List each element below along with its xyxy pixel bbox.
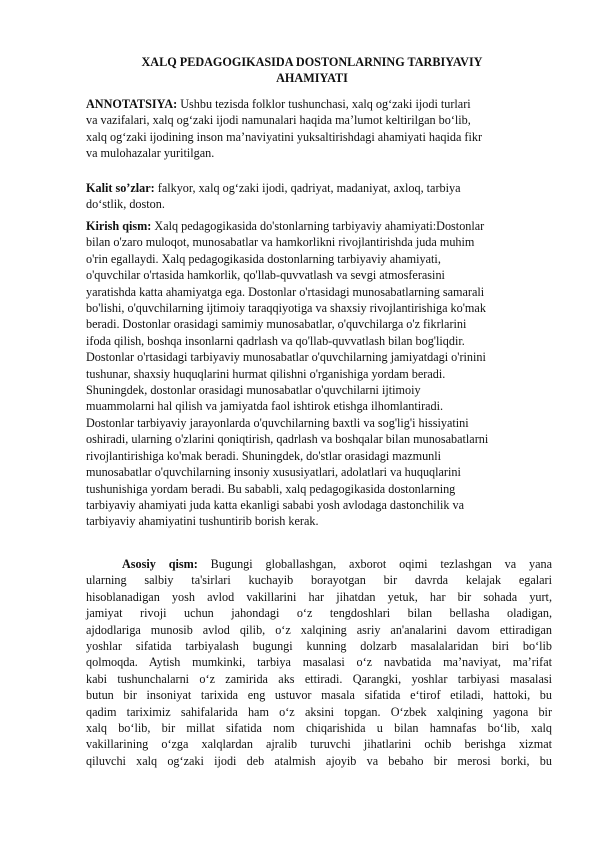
intro-text-line: tarbiyaviy ahamiyati juda katta ekanligi sababi yosh avlodaga dastonchilik va [86, 497, 465, 512]
main-text-line: qadim tariximiz sahifalarida ham o‘z aksini topgan. O‘zbek xalqining yagona bir [86, 704, 552, 719]
intro-text-line: beradi. Dostonlar orasidagi samimiy munosabatlar, o'quvchilarga o'z fikrlarini [86, 317, 467, 332]
main-text-line: qolmoqda. Aytish mumkinki, tarbiya masalasi o‘z navbatida ma’naviyat, ma’rifat [86, 655, 552, 670]
intro-text-line: Dostonlar o'rtasidagi tarbiyaviy munosabatlar o'quvchilarning jamiyatdagi o'rinini [86, 350, 486, 365]
intro-text-line: rivojlantirishiga ko'mak beradi. Shuningdek, do'stlar orasidagi mazmunli [86, 448, 442, 463]
paper-title [86, 54, 538, 86]
main-text-line: ularning salbiy ta'sirlari kuchayib borayotgan bir davrda kelajak egalari [86, 573, 552, 588]
main-label: Asosiy qism: [122, 557, 198, 571]
intro-text-line: Shuningdek, dostonlar orasidagi munosabatlar o'quvchilarni ijtimoiy [86, 383, 421, 398]
intro-text-line: tarbiyaviy ahamiyatini tushuntirib borish kerak. [86, 514, 319, 529]
intro-text-line: tushunishiga yordam beradi. Bu sababli, xalq pedagogikasida dostonlarning [86, 481, 456, 496]
intro-text-line: muammolarni hal qilish va jamiyatda faol ishtirok etishga ilhomlantiradi. [86, 399, 444, 414]
intro-text-line: o'rin egallaydi. Xalq pedagogikasida dostonlarning tarbiyaviy ahamiyati, [86, 251, 441, 266]
main-text-line: butun bir insoniyat tarixida eng ustuvor masala sifatida e‘tirof etiladi, hattoki, bu [86, 688, 552, 703]
keywords-label: Kalit so’zlar: [86, 181, 155, 195]
intro-label: Kirish qism: [86, 219, 152, 233]
main-text-line: jamiyat rivoji uchun jahondagi o‘z tengdoshlari bilan bellasha oladigan, [86, 606, 552, 621]
main-text-line: kabi tushunchalarni o‘z zamirida aks ettiradi. Qarangki, yoshlar tarbiyasi masalasi [86, 671, 552, 686]
annotation-text-line: va vazifalari, xalq og‘zaki ijodi namunalari haqida ma’lumot keltirilgan bo‘lib, [86, 113, 471, 128]
intro-text-line: tushunar, shaxsiy huquqlarini hurmat qilishni o'rganishiga yordam beradi. [86, 366, 446, 381]
title-line-2: AHAMIYATI [276, 71, 348, 85]
main-text-line: hisoblanadigan yosh avlod vakillarini har jihatdan yetuk, har bir sohada yurt, [86, 589, 552, 604]
keywords-text-line: falkyor, xalq og‘zaki ijodi, qadriyat, madaniyat, axloq, tarbiya [154, 181, 461, 195]
intro-text-line: Dostonlar tarbiyaviy jarayonlarda o'quvchilarning baxtli va sog'lig'i hissiyatini [86, 415, 469, 430]
main-text-line: yoshlar sifatida tarbiyalash bugungi kunning dolzarb masalalaridan biri bo‘lib [86, 639, 552, 654]
annotation-text-line: va mulohazalar yuritilgan. [86, 146, 215, 161]
annotation-text-line: xalq og‘zaki ijodining inson ma’naviyatini yuksaltirishdagi ahamiyati haqida fikr [86, 129, 483, 144]
intro-text-line: ifoda qilish, boshqa insonlarni qadrlash va qo'llab-quvvatlash bilan bog'liqdir. [86, 333, 465, 348]
main-paragraph [86, 556, 552, 769]
annotation-paragraph [86, 96, 546, 162]
main-text-line: xalq bo‘lib, bir millat sifatida nom chiqarishida u bilan hamnafas bo‘lib, xalq [86, 721, 552, 736]
keywords-text-line: do‘stlik, doston. [86, 197, 165, 212]
intro-text-line: bo'lishi, o'quvchilarning ijtimoiy taraqqiyotiga va shaxsiy rivojlantirishiga ko'mak [86, 301, 486, 316]
annotation-text-line: Ushbu tezisda folklor tushunchasi, xalq og‘zaki ijodi turlari [177, 97, 471, 111]
main-text-line: qiluvchi xalq og‘zaki ijodi deb atalmish ajoyib va bebaho bir merosi borki, bu [86, 753, 552, 768]
intro-text-line: o'quvchilar o'rtasida hamkorlik, qo'llab-quvvatlash va sevgi atmosferasini [86, 268, 445, 283]
title-line-1: XALQ PEDAGOGIKASIDA DOSTONLARNING TARBIYAVIY [141, 55, 483, 69]
intro-text-line: munosabatlar o'quvchilarning insoniy xususiyatlari, adolatlari va huquqlarini [86, 465, 461, 480]
intro-text-line: oshiradi, ularning o'zlarini qoniqtirish, qadrlash va boshqalar bilan munosabatlarni [86, 432, 489, 447]
annotation-label: ANNOTATSIYA: [86, 97, 178, 111]
intro-text-line: yaratishda katta ahamiyatga ega. Dostonlar o'rtasidagi munosabatlarning samarali [86, 284, 485, 299]
intro-paragraph [86, 218, 546, 530]
intro-text-line: bilan o'zaro muloqot, munosabatlar va hamkorlikni rivojlantirishda juda muhim [86, 235, 475, 250]
intro-text-line: Xalq pedagogikasida do'stonlarning tarbiyaviy ahamiyati:Dostonlar [151, 219, 485, 233]
keywords-paragraph [86, 180, 546, 213]
main-text-line: vakillarining o‘zga xalqlardan ajralib turuvchi jihatlarini ochib berishga xizmat [86, 737, 552, 752]
main-text-line: ajdodlariga munosib avlod qilib, o‘z xalqining asriy an'analarini davom ettiradigan [86, 622, 552, 637]
main-text-line: Bugungi globallashgan, axborot oqimi tezlashgan va yana [197, 557, 553, 571]
